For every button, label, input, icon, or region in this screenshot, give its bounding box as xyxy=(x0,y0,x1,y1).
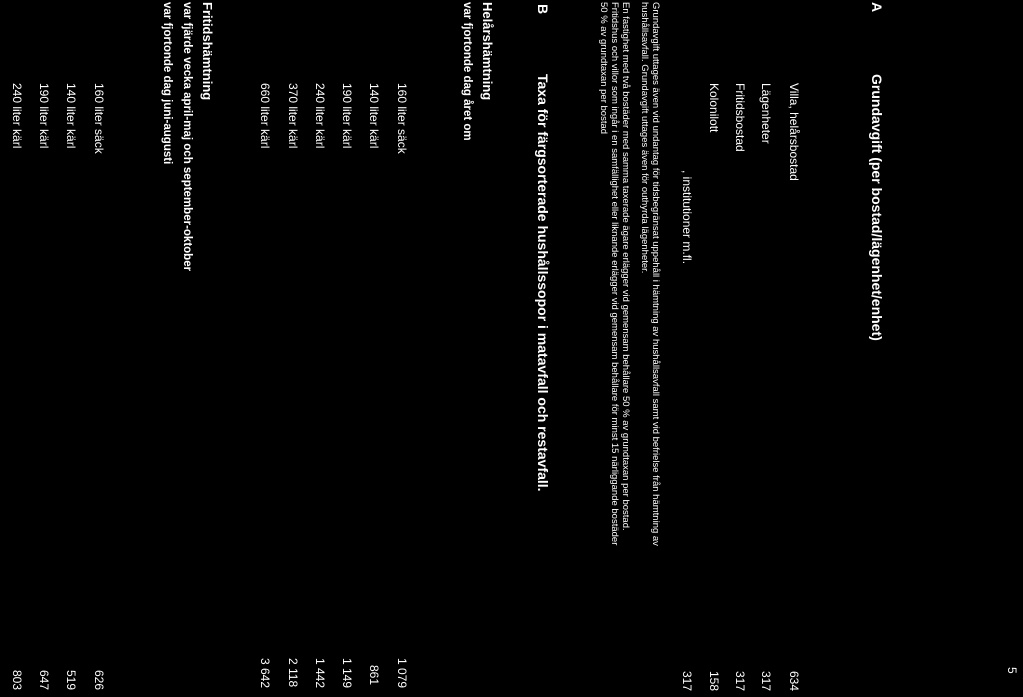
row-value-fritidsbostad: 317 xyxy=(733,671,747,692)
note-line-2: hushållsavfall. Grundavgift uttages även för outhyrda lägenheter. xyxy=(639,2,650,274)
note-line-5: 50 % av grundtaxan per bostad xyxy=(598,2,609,135)
row-value-villa: 634 xyxy=(787,671,801,692)
row-value-lagenheter: 317 xyxy=(759,671,773,692)
helar-row-label-2: 140 liter kärl xyxy=(367,83,381,149)
fritidshamtning-subheading-1: var fjärde vecka april-maj och september-oktober xyxy=(181,2,193,272)
section-a-title: Grundavgift (per bostad/lägenhet/enhet) xyxy=(869,74,885,341)
helar-row-label-6: 660 liter kärl xyxy=(258,83,272,149)
helar-row-label-5: 370 liter kärl xyxy=(286,83,300,149)
row-label-kolonilott: Kolonilott xyxy=(707,83,721,133)
fritid-row-value-1: 626 xyxy=(92,670,106,691)
fritid-row-value-3: 647 xyxy=(37,670,51,691)
helar-row-value-3: 1 149 xyxy=(340,658,354,689)
helarshamtning-heading: Helårshämtning xyxy=(480,2,495,101)
helar-row-value-1: 1 079 xyxy=(395,658,409,689)
row-label-fritidsbostad: Fritidsbostad xyxy=(733,83,747,152)
fritid-row-value-4: 803 xyxy=(10,670,24,691)
helar-row-label-3: 190 liter kärl xyxy=(340,83,354,149)
helarshamtning-subheading: var fjortonde dag året om xyxy=(461,2,473,141)
note-line-4: Fritidshus och villor som ingår i en samfällighet eller liknande erlägger vid gemensam behållare för minst 15 närliggande bostäder xyxy=(609,2,620,546)
section-b-letter: B xyxy=(535,4,551,15)
row-value-kolonilott: 158 xyxy=(707,671,721,692)
row-value-institutioner: 317 xyxy=(680,671,694,692)
fritidshamtning-subheading-2: var fjortonde dag juni-augusti xyxy=(161,2,173,165)
helar-row-label-4: 240 liter kärl xyxy=(313,83,327,149)
row-label-villa: Villa, helårsbostad xyxy=(787,83,801,181)
section-b-title: Taxa för färgsorterade hushållssopor i matavfall och restavfall. xyxy=(535,74,551,492)
fritid-row-label-4: 240 liter kärl xyxy=(10,83,24,149)
fritid-row-value-2: 519 xyxy=(64,670,78,691)
fritid-row-label-1: 160 liter säck xyxy=(92,83,106,154)
fritid-row-label-2: 140 liter kärl xyxy=(64,83,78,149)
section-a-letter: A xyxy=(869,2,885,13)
helar-row-value-5: 2 118 xyxy=(286,658,300,688)
note-line-3: En fastighet med två bostäder med samma taxerade ägare erlägger vid gemensam behållare 50 % av grundtaxan per bostad. xyxy=(620,2,631,531)
helar-row-value-4: 1 442 xyxy=(313,658,327,689)
row-label-institutioner: , institutioner m.fl. xyxy=(680,170,694,265)
note-line-1: Grundavgift uttages även vid undantag för tidsbegränsat uppehåll i hämtning av hushållsavfall samt vid befrielse från hämtning av xyxy=(650,2,661,546)
row-label-lagenheter: Lägenheter xyxy=(759,83,773,144)
fritid-row-label-3: 190 liter kärl xyxy=(37,83,51,149)
helar-row-value-6: 3 642 xyxy=(258,658,272,689)
page-number: 5 xyxy=(1005,667,1019,674)
fritidshamtning-heading: Fritidshämtning xyxy=(200,2,215,101)
helar-row-label-1: 160 liter säck xyxy=(395,83,409,154)
helar-row-value-2: 861 xyxy=(367,665,381,686)
